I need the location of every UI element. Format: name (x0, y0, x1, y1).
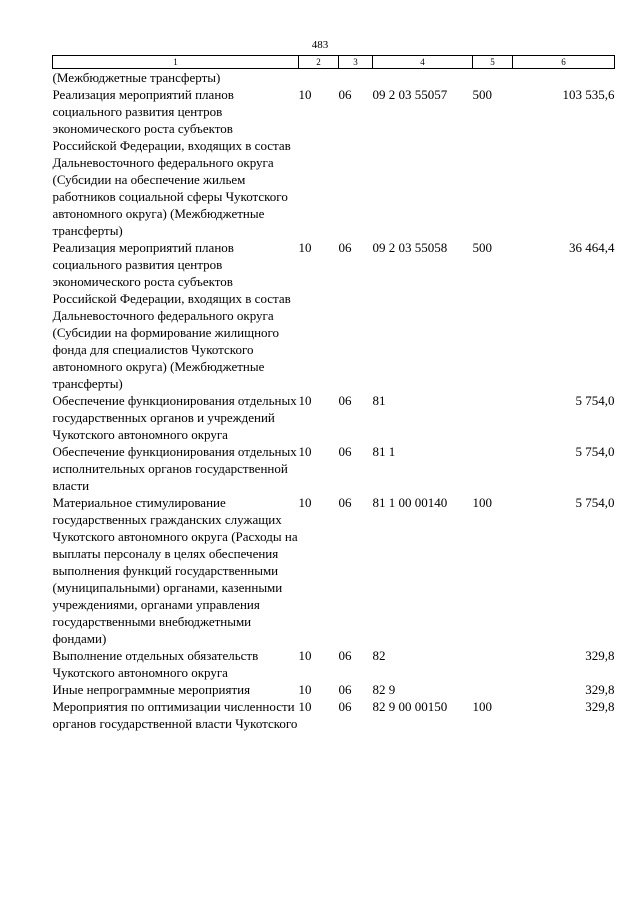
table-row (53, 443, 615, 494)
table-row (53, 392, 615, 443)
row-name: Материальное стимулирование государственных гражданских служащих Чукотского автономного округа (Расходы на выплаты персоналу в целях обеспечения выполнения функций государственными (муниципальными) органами, казенными учреждениями, органами управления государственными внебюджетными фондами) (52, 495, 298, 646)
row-expense-type (473, 392, 513, 443)
row-section: 10 (298, 495, 312, 510)
row-name: Иные непрограммные мероприятия (52, 682, 251, 697)
row-expense-type: 500 (472, 87, 492, 102)
header-col-2: 2 (299, 56, 339, 69)
table-row (53, 494, 615, 647)
row-subsection: 06 (338, 393, 352, 408)
header-col-3: 3 (339, 56, 373, 69)
row-subsection: 06 (338, 87, 352, 102)
row-subsection: 06 (338, 648, 352, 663)
row-amount: 329,8 (585, 648, 615, 663)
header-col-1: 1 (53, 56, 299, 69)
row-amount: 36 464,4 (569, 240, 615, 255)
row-name: (Межбюджетные трансферты) (52, 70, 221, 85)
row-expense-type (473, 681, 513, 698)
budget-table (52, 55, 615, 732)
row-expense-type: 100 (472, 699, 492, 714)
row-section: 10 (298, 444, 312, 459)
row-target-code: 81 (372, 393, 386, 408)
row-name: Обеспечение функционирования отдельных исполнительных органов государственной власти (52, 444, 297, 493)
header-col-5: 5 (473, 56, 513, 69)
header-col-6: 6 (513, 56, 615, 69)
row-target-code: 09 2 03 55057 (372, 87, 448, 102)
row-expense-type: 500 (472, 240, 492, 255)
row-amount: 329,8 (585, 682, 615, 697)
row-target-code: 82 9 00 00150 (372, 699, 448, 714)
row-expense-type: 100 (472, 495, 492, 510)
row-expense-type (473, 443, 513, 494)
row-subsection: 06 (338, 682, 352, 697)
row-name: Реализация мероприятий планов социального развития центров экономического роста субъектов Российской Федерации, входящих в состав Дальневосточного федерального округа (Субсидии на обеспечение жильем работников социальной сферы Чукотского автономного округа) (Межбюджетные трансферты) (52, 87, 291, 238)
row-section: 10 (298, 682, 312, 697)
row-target-code: 09 2 03 55058 (372, 240, 448, 255)
row-subsection: 06 (338, 240, 352, 255)
table-row (53, 647, 615, 681)
row-name: Реализация мероприятий планов социального развития центров экономического роста субъектов Российской Федерации, входящих в состав Дальневосточного федерального округа (Субсидии на формирование жилищного фонда для специалистов Чукотского автономного округа) (Межбюджетные трансферты) (52, 240, 291, 391)
table-row (53, 681, 615, 698)
row-target-code: 81 1 00 00140 (372, 495, 448, 510)
row-section: 10 (298, 393, 312, 408)
page-number: 483 (311, 39, 329, 51)
row-expense-type (473, 647, 513, 681)
row-amount (513, 69, 615, 87)
row-section: 10 (298, 648, 312, 663)
table-row (53, 86, 615, 239)
row-target-code (373, 69, 473, 87)
row-section: 10 (298, 87, 312, 102)
row-amount: 103 535,6 (562, 87, 615, 102)
table-row (53, 239, 615, 392)
row-expense-type (473, 69, 513, 87)
row-target-code: 82 9 (372, 682, 396, 697)
row-amount: 5 754,0 (575, 495, 615, 510)
row-section: 10 (298, 240, 312, 255)
row-name: Обеспечение функционирования отдельных государственных органов и учреждений Чукотского автономного округа (52, 393, 297, 442)
row-subsection (339, 69, 373, 87)
row-section (299, 69, 339, 87)
header-col-4: 4 (373, 56, 473, 69)
row-subsection: 06 (338, 495, 352, 510)
row-subsection: 06 (338, 699, 352, 714)
table-row (53, 698, 615, 732)
row-subsection: 06 (338, 444, 352, 459)
row-amount: 5 754,0 (575, 393, 615, 408)
row-section: 10 (298, 699, 312, 714)
row-amount: 329,8 (585, 699, 615, 714)
row-target-code: 81 1 (372, 444, 396, 459)
row-target-code: 82 (372, 648, 386, 663)
table-header-row (53, 56, 615, 69)
row-name: Выполнение отдельных обязательств Чукотского автономного округа (52, 648, 259, 680)
row-amount: 5 754,0 (575, 444, 615, 459)
row-name: Мероприятия по оптимизации численности органов государственной власти Чукотского (52, 699, 298, 731)
table-row (53, 69, 615, 87)
